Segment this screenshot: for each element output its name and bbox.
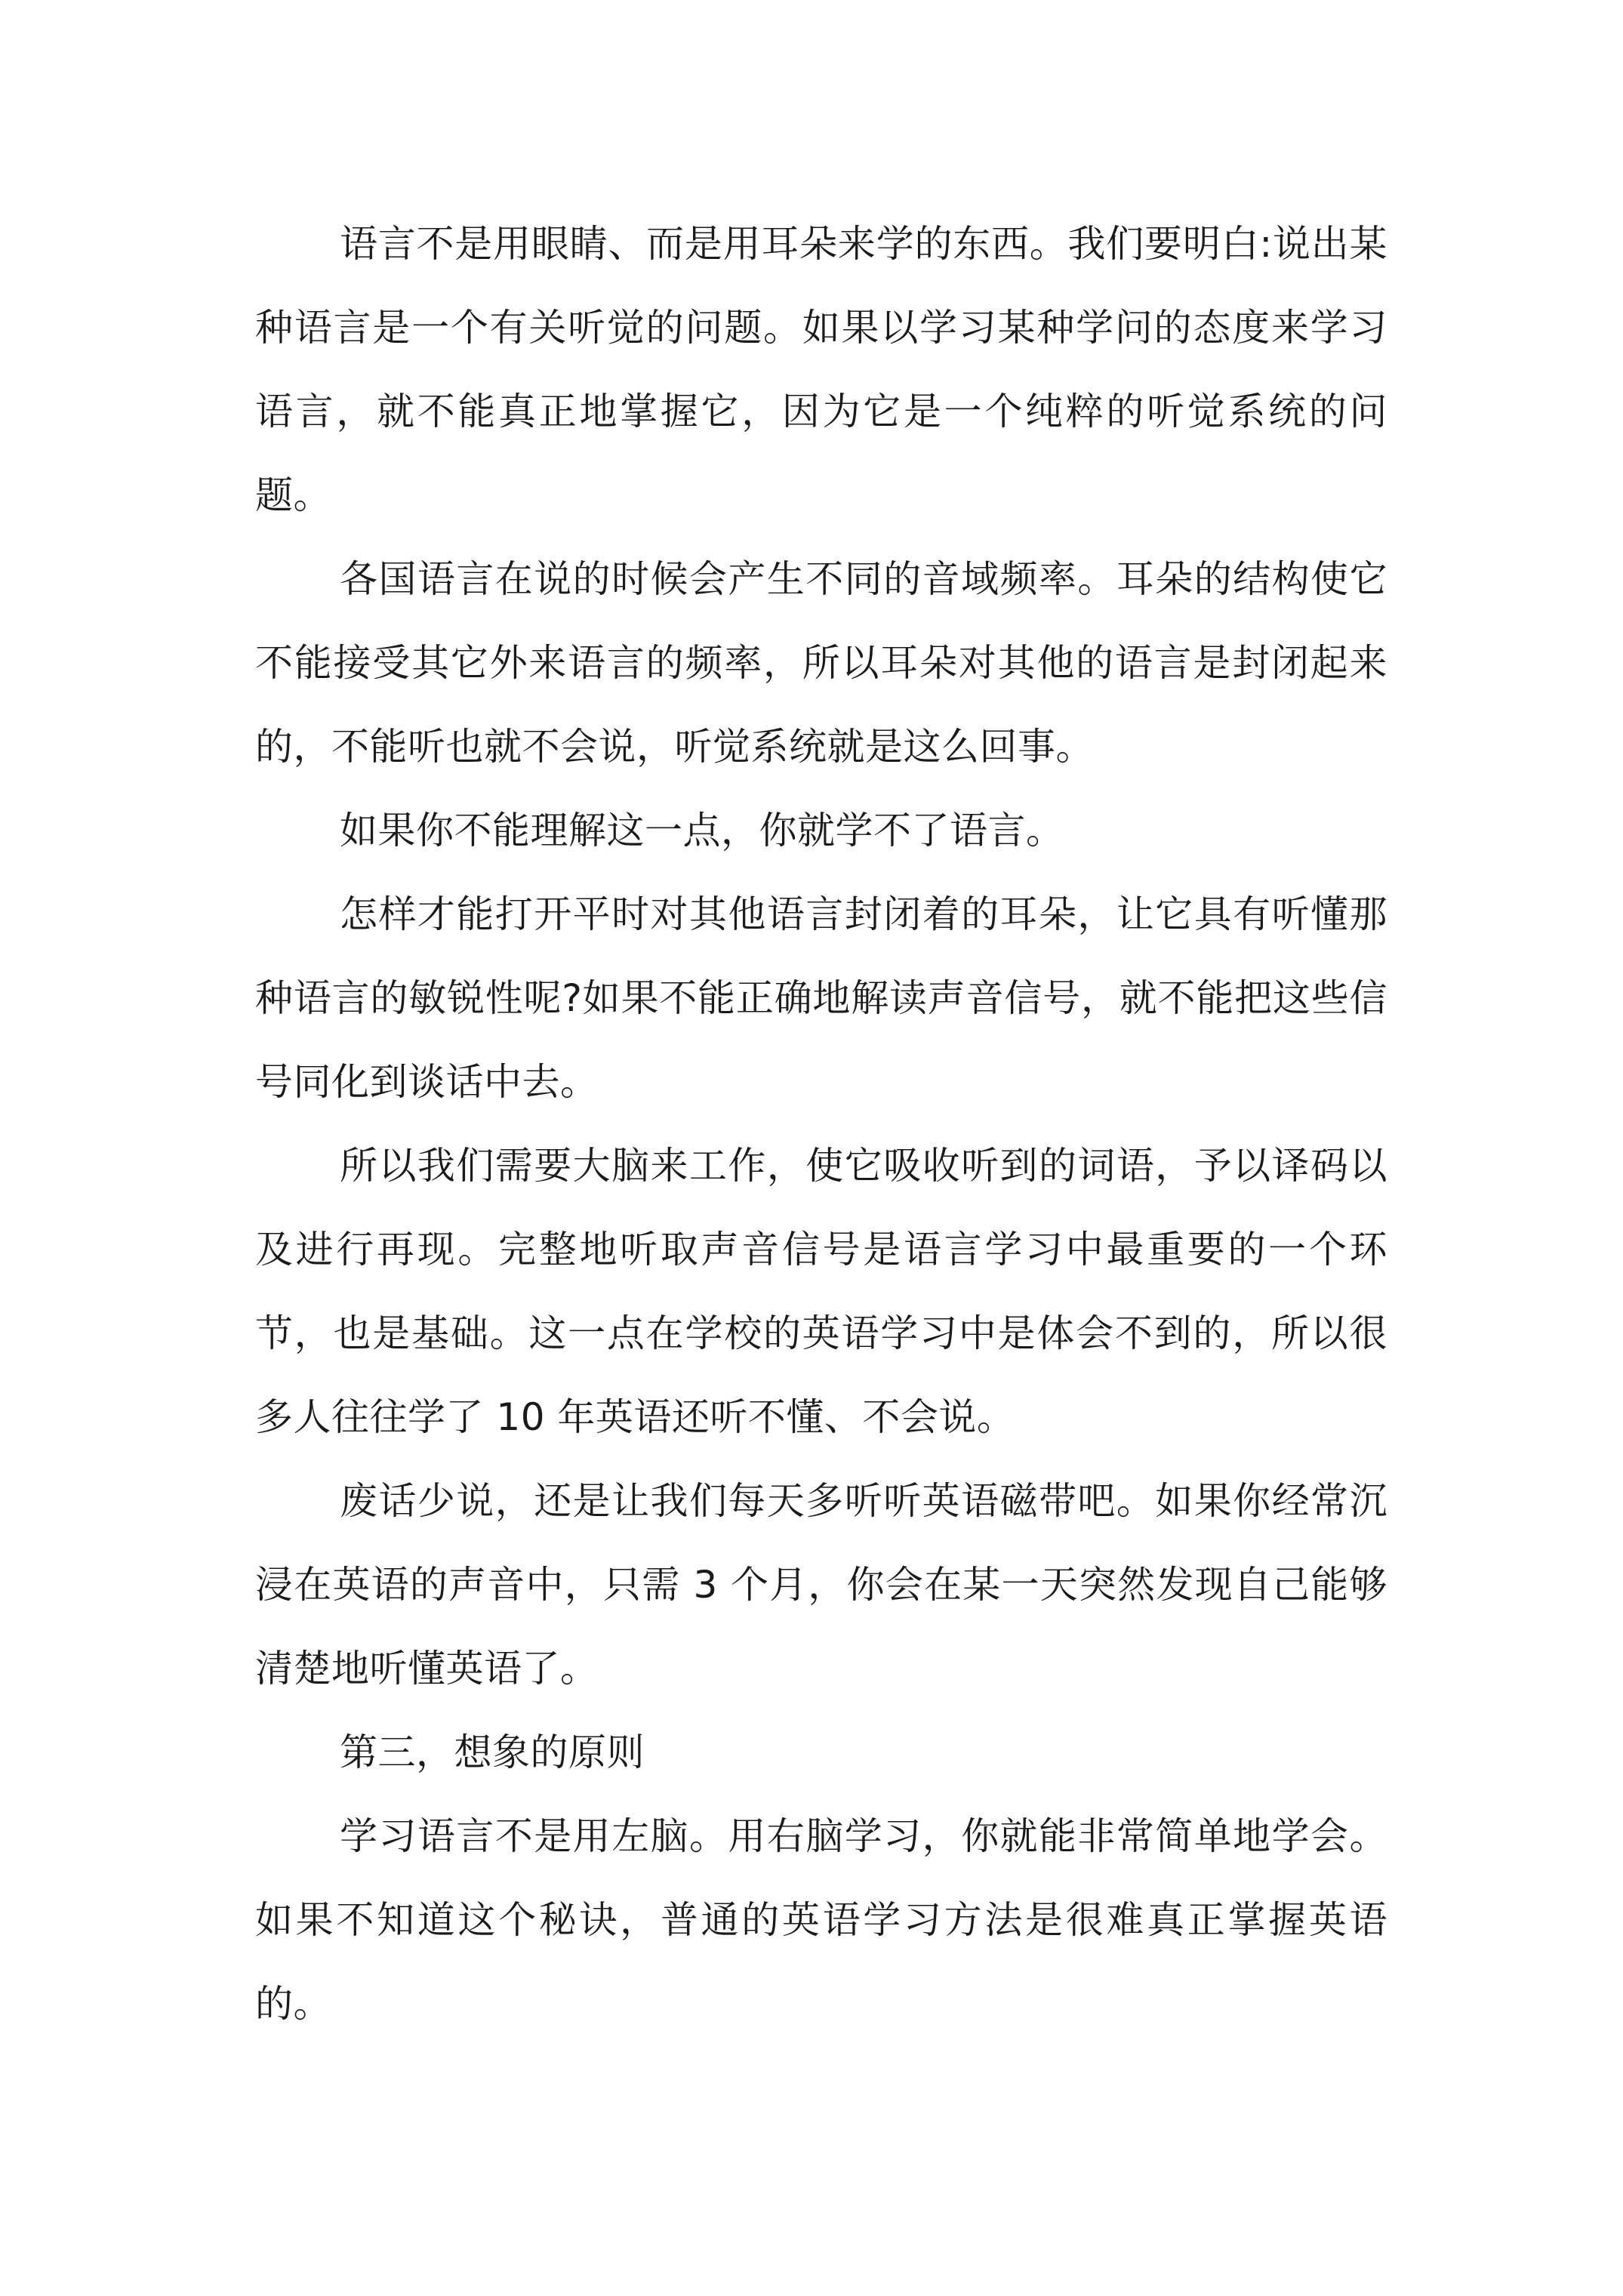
paragraph-7: 学习语言不是用左脑。用右脑学习，你就能非常简单地学会。如果不知道这个秘诀，普通的英语学习方法是很难真正掌握英语的。 [255,1814,1387,2026]
paragraph-4: 怎样才能打开平时对其他语言封闭着的耳朵，让它具有听懂那种语言的敏锐性呢?如果不能正确地解读声音信号，就不能把这些信号同化到谈话中去。 [255,892,1387,1104]
paragraph-1: 语言不是用眼睛、而是用耳朵来学的东西。我们要明白:说出某种语言是一个有关听觉的问题。如果以学习某种学问的态度来学习语言，就不能真正地掌握它，因为它是一个纯粹的听觉系统的问题。 [255,222,1387,517]
paragraph-3: 如果你不能理解这一点，你就学不了语言。 [340,809,1064,852]
paragraph-5: 所以我们需要大脑来工作，使它吸收听到的词语，予以译码以及进行再现。完整地听取声音信号是语言学习中最重要的一个环节，也是基础。这一点在学校的英语学习中是体会不到的，所以很多人往往学了 10 年英语还听不懂、不会说。 [255,1144,1387,1439]
paragraph-2: 各国语言在说的时候会产生不同的音域频率。耳朵的结构使它不能接受其它外来语言的频率，所以耳朵对其他的语言是封闭起来的，不能听也就不会说，听觉系统就是这么回事。 [255,557,1387,769]
paragraph-6: 废话少说，还是让我们每天多听听英语磁带吧。如果你经常沉浸在英语的声音中，只需 3 个月，你会在某一天突然发现自己能够清楚地听懂英语了。 [255,1479,1387,1690]
section-heading: 第三，想象的原则 [340,1730,645,1774]
document-body [255,202,1387,2046]
